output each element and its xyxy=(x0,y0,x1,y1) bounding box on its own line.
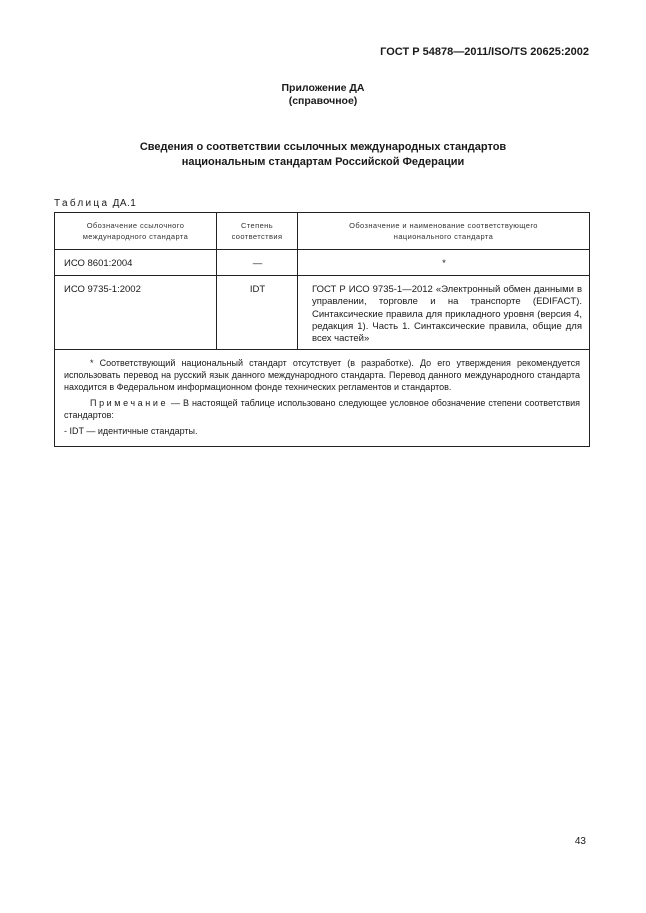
cell-national: * xyxy=(298,250,590,276)
cell-national: ГОСТ Р ИСО 9735-1—2012 «Электронный обмен данными в управлении, торговле и на транспорте (EDIFACT). Синтаксические правила для прикладного уровня (версия 4, редакция 1). Часть 1. Синтаксические правила, общие для всех частей» xyxy=(298,276,590,350)
standard-code-header: ГОСТ Р 54878—2011/ISO/TS 20625:2002 xyxy=(380,46,589,58)
appendix-heading xyxy=(0,82,646,108)
cell-intl: ИСО 9735-1:2002 xyxy=(55,276,217,350)
cell-intl: ИСО 8601:2004 xyxy=(55,250,217,276)
table-label-word: Таблица xyxy=(54,198,110,209)
note-paragraph xyxy=(64,398,580,421)
header-degree-line2: соответствия xyxy=(231,232,283,241)
table-footnote-cell xyxy=(55,350,590,447)
note-word: Примечание xyxy=(90,398,169,409)
header-national-line1: Обозначение и наименование соответствующего xyxy=(349,221,538,230)
document-title-line1: Сведения о соответствии ссылочных международных стандартов xyxy=(139,141,507,153)
note-text: — В настоящей таблице использовано следующее условное обозначение степени соответствия стандартов: xyxy=(64,398,580,420)
correspondence-table xyxy=(54,212,590,447)
footnote-text: * Соответствующий национальный стандарт отсутствует (в разработке). До его утверждения рекомендуется использовать перевод на русский язык данного международного стандарта. Перевод данного международного стандарта находится в Федеральном информационном фонде технических регламентов и стандартов. xyxy=(64,358,580,392)
table-row xyxy=(55,276,590,350)
appendix-title: Приложение ДА xyxy=(281,82,365,94)
table-label xyxy=(54,198,136,209)
cell-degree: — xyxy=(217,250,298,276)
document-title-line2: национальным стандартам Российской Федерации xyxy=(181,156,465,168)
page-number: 43 xyxy=(574,836,586,847)
table-header-row xyxy=(55,213,590,250)
cell-degree: IDT xyxy=(217,276,298,350)
document-title xyxy=(0,140,646,170)
header-degree xyxy=(217,213,298,250)
table-footer-row xyxy=(55,350,590,447)
header-degree-line1: Степень xyxy=(240,221,274,230)
table-label-id: ДА.1 xyxy=(109,198,137,209)
header-intl-line2: международного стандарта xyxy=(82,232,189,241)
note-item: - IDT — идентичные стандарты. xyxy=(64,426,198,437)
table-row xyxy=(55,250,590,276)
header-intl-standard xyxy=(55,213,217,250)
header-intl-line1: Обозначение ссылочного xyxy=(86,221,185,230)
appendix-subtitle: (справочное) xyxy=(288,95,358,107)
header-national-standard xyxy=(298,213,590,250)
header-national-line2: национального стандарта xyxy=(393,232,494,241)
